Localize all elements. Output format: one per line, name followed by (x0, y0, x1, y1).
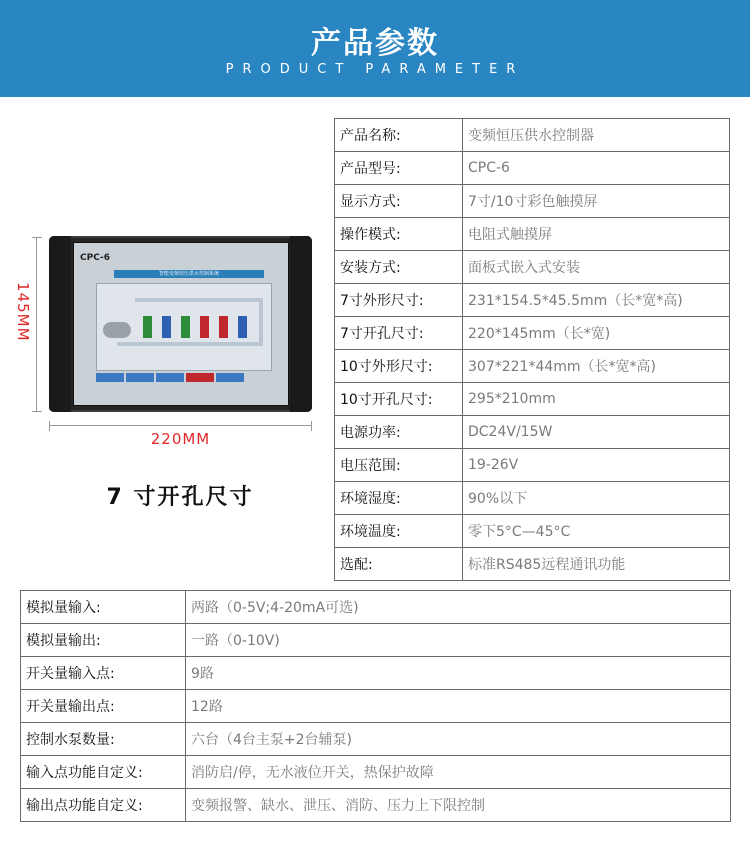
spec-value: 295*210mm (463, 383, 730, 416)
hmi-pump-icon (162, 316, 171, 338)
spec-key: 7寸外形尺寸: (335, 284, 463, 317)
spec-key: 产品型号: (335, 152, 463, 185)
spec-value: 90%以下 (463, 482, 730, 515)
spec-row (335, 515, 730, 548)
spec-row (21, 789, 731, 822)
spec-row (335, 383, 730, 416)
spec-row (21, 591, 731, 624)
hmi-button (96, 373, 124, 382)
spec-value: 变频恒压供水控制器 (463, 119, 730, 152)
spec-value: DC24V/15W (463, 416, 730, 449)
spec-value: 消防启/停，无水液位开关，热保护故障 (186, 756, 731, 789)
hmi-title-bar: 智能变频恒压供水控制系统 (114, 270, 264, 278)
spec-key: 控制水泵数量: (21, 723, 186, 756)
cutout-size-caption: 7 寸开孔尺寸 (106, 485, 254, 510)
spec-row (21, 690, 731, 723)
spec-key: 10寸开孔尺寸: (335, 383, 463, 416)
spec-key: 环境湿度: (335, 482, 463, 515)
spec-key: 操作模式: (335, 218, 463, 251)
spec-value: CPC-6 (463, 152, 730, 185)
spec-row (335, 119, 730, 152)
spec-key: 安装方式: (335, 251, 463, 284)
spec-value: 面板式嵌入式安装 (463, 251, 730, 284)
spec-value: 9路 (186, 657, 731, 690)
spec-row (335, 350, 730, 383)
spec-row (335, 185, 730, 218)
spec-key: 产品名称: (335, 119, 463, 152)
width-dimension-label: 220MM (150, 430, 211, 448)
hmi-pressure-tank (103, 322, 131, 338)
hmi-pump-icon (238, 316, 247, 338)
hmi-button (186, 373, 214, 382)
spec-row (335, 284, 730, 317)
spec-value: 19-26V (463, 449, 730, 482)
spec-row (335, 482, 730, 515)
hmi-process-diagram (96, 283, 272, 371)
spec-value: 标准RS485远程通讯功能 (463, 548, 730, 581)
spec-row (335, 449, 730, 482)
spec-row (335, 317, 730, 350)
height-dimension-line (36, 237, 46, 412)
spec-key: 电源功率: (335, 416, 463, 449)
spec-value: 电阻式触摸屏 (463, 218, 730, 251)
page-title: 产品参数 (311, 26, 439, 61)
spec-key: 10寸外形尺寸: (335, 350, 463, 383)
spec-table-main (334, 118, 730, 581)
spec-key: 输出点功能自定义: (21, 789, 186, 822)
hmi-button (126, 373, 154, 382)
spec-value: 7寸/10寸彩色触摸屏 (463, 185, 730, 218)
hmi-pipe-right (259, 298, 263, 346)
hmi-button (216, 373, 244, 382)
spec-row (335, 218, 730, 251)
spec-key: 开关量输出点: (21, 690, 186, 723)
controller-device-image (49, 236, 312, 412)
header-banner (0, 0, 750, 97)
spec-value: 一路（0-10V) (186, 624, 731, 657)
device-bezel-left (49, 236, 71, 412)
spec-key: 电压范围: (335, 449, 463, 482)
height-dimension-label: 145MM (14, 282, 32, 342)
spec-table-io (20, 590, 731, 822)
hmi-pump-icon (143, 316, 152, 338)
spec-row (335, 416, 730, 449)
spec-key: 模拟量输入: (21, 591, 186, 624)
spec-key: 显示方式: (335, 185, 463, 218)
spec-row (335, 152, 730, 185)
spec-value: 六台（4台主泵+2台辅泵) (186, 723, 731, 756)
hmi-pipe-top (135, 298, 263, 302)
spec-row (21, 756, 731, 789)
hmi-pipe-bottom (117, 342, 263, 346)
spec-value: 307*221*44mm（长*宽*高) (463, 350, 730, 383)
spec-key: 模拟量输出: (21, 624, 186, 657)
device-bezel-right (290, 236, 312, 412)
hmi-pump-icon (219, 316, 228, 338)
spec-key: 环境温度: (335, 515, 463, 548)
spec-value: 两路（0-5V;4-20mA可选) (186, 591, 731, 624)
hmi-pump-icon (200, 316, 209, 338)
spec-row (335, 548, 730, 581)
spec-key: 输入点功能自定义: (21, 756, 186, 789)
spec-row (21, 657, 731, 690)
spec-row (335, 251, 730, 284)
spec-key: 选配: (335, 548, 463, 581)
spec-key: 7寸开孔尺寸: (335, 317, 463, 350)
hmi-pump-icon (181, 316, 190, 338)
spec-value: 变频报警、缺水、泄压、消防、压力上下限控制 (186, 789, 731, 822)
hmi-button (156, 373, 184, 382)
page-subtitle: PRODUCT PARAMETER (225, 62, 525, 77)
spec-value: 零下5°C—45°C (463, 515, 730, 548)
spec-value: 231*154.5*45.5mm（长*宽*高) (463, 284, 730, 317)
spec-value: 220*145mm（长*宽) (463, 317, 730, 350)
spec-value: 12路 (186, 690, 731, 723)
hmi-button-bar (96, 373, 272, 383)
spec-row (21, 624, 731, 657)
device-model-label: CPC-6 (80, 253, 111, 263)
device-screen (73, 242, 289, 406)
spec-row (21, 723, 731, 756)
spec-key: 开关量输入点: (21, 657, 186, 690)
